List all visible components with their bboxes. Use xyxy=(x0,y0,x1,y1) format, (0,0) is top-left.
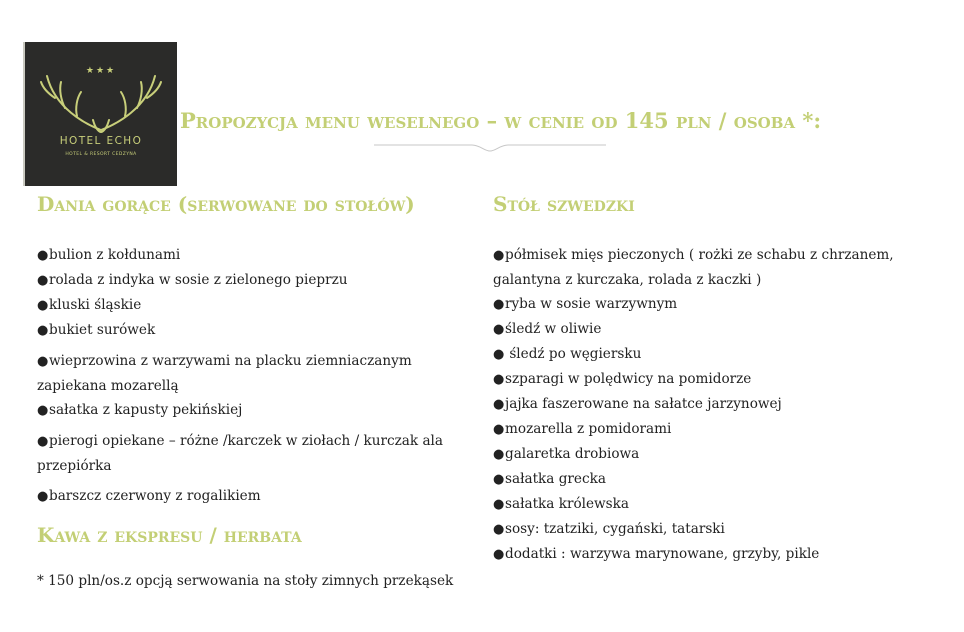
list-item: ●kluski śląskie xyxy=(37,293,457,318)
list-item: ●wieprzowina z warzywami na placku ziemniaczanym zapiekana mozarellą xyxy=(37,349,457,398)
list-item: ●mozarella z pomidorami xyxy=(493,417,903,442)
price-footnote: * 150 pln/os.z opcją serwowania na stoły zimnych przekąsek xyxy=(37,573,454,589)
list-item: ●bulion z kołdunami xyxy=(37,243,457,268)
list-item: ●jajka faszerowane na sałatce jarzynowej xyxy=(493,392,903,417)
bullet-icon: ● xyxy=(37,298,49,313)
list-item: ●pierogi opiekane – różne /karczek w ziołach / kurczak ala przepiórka xyxy=(37,429,457,478)
bullet-icon: ● xyxy=(493,422,505,437)
list-item: ●szparagi w polędwicy na pomidorze xyxy=(493,367,903,392)
deer-antlers-icon xyxy=(25,42,177,186)
bullet-icon: ● xyxy=(493,347,505,362)
bullet-icon: ● xyxy=(37,248,49,263)
hotel-logo xyxy=(23,42,177,186)
list-item: ●sałatka królewska xyxy=(493,492,903,517)
logo-stars: ★★★ xyxy=(85,66,117,76)
list-item: ● śledź po węgiersku xyxy=(493,342,903,367)
list-item: ●półmisek mięs pieczonych ( rożki ze schabu z chrzanem, galantyna z kurczaka, rolada z kaczki ) xyxy=(493,243,903,292)
swedish-table-list xyxy=(493,243,903,567)
bullet-icon: ● xyxy=(493,522,505,537)
logo-subtitle: HOTEL & RESORT CEDZYNA xyxy=(65,152,137,157)
list-item: ●barszcz czerwony z rogalikiem xyxy=(37,484,457,509)
bullet-icon: ● xyxy=(37,273,49,288)
hot-dishes-heading: Dania gorące (serwowane do stołów) xyxy=(37,192,415,216)
list-item: ●sosy: tzatziki, cygański, tatarski xyxy=(493,517,903,542)
page-title: Propozycja menu weselnego – w cenie od 145 pln / osoba *: xyxy=(180,108,822,133)
bullet-icon: ● xyxy=(37,323,49,338)
list-item: ●ryba w sosie warzywnym xyxy=(493,292,903,317)
list-item: ●dodatki : warzywa marynowane, grzyby, pikle xyxy=(493,542,903,567)
bullet-icon: ● xyxy=(493,547,505,562)
list-item: ●sałatka z kapusty pekińskiej xyxy=(37,398,457,423)
title-divider xyxy=(372,140,608,154)
list-item: ●rolada z indyka w sosie z zielonego pieprzu xyxy=(37,268,457,293)
bullet-icon: ● xyxy=(493,248,505,263)
bullet-icon: ● xyxy=(37,434,49,449)
list-item: ●śledź w oliwie xyxy=(493,317,903,342)
list-item: ●galaretka drobiowa xyxy=(493,442,903,467)
list-item: ●sałatka grecka xyxy=(493,467,903,492)
bullet-icon: ● xyxy=(493,472,505,487)
hot-dishes-list xyxy=(37,243,457,509)
coffee-heading: Kawa z ekspresu / herbata xyxy=(37,523,302,547)
bullet-icon: ● xyxy=(493,372,505,387)
bullet-icon: ● xyxy=(37,489,49,504)
swedish-table-heading: Stół szwedzki xyxy=(493,192,635,216)
bullet-icon: ● xyxy=(493,497,505,512)
bullet-icon: ● xyxy=(493,297,505,312)
list-item: ●bukiet surówek xyxy=(37,318,457,343)
logo-name: HOTEL ECHO xyxy=(59,135,143,147)
bullet-icon: ● xyxy=(37,354,49,369)
bullet-icon: ● xyxy=(37,403,49,418)
bullet-icon: ● xyxy=(493,397,505,412)
bullet-icon: ● xyxy=(493,322,505,337)
bullet-icon: ● xyxy=(493,447,505,462)
